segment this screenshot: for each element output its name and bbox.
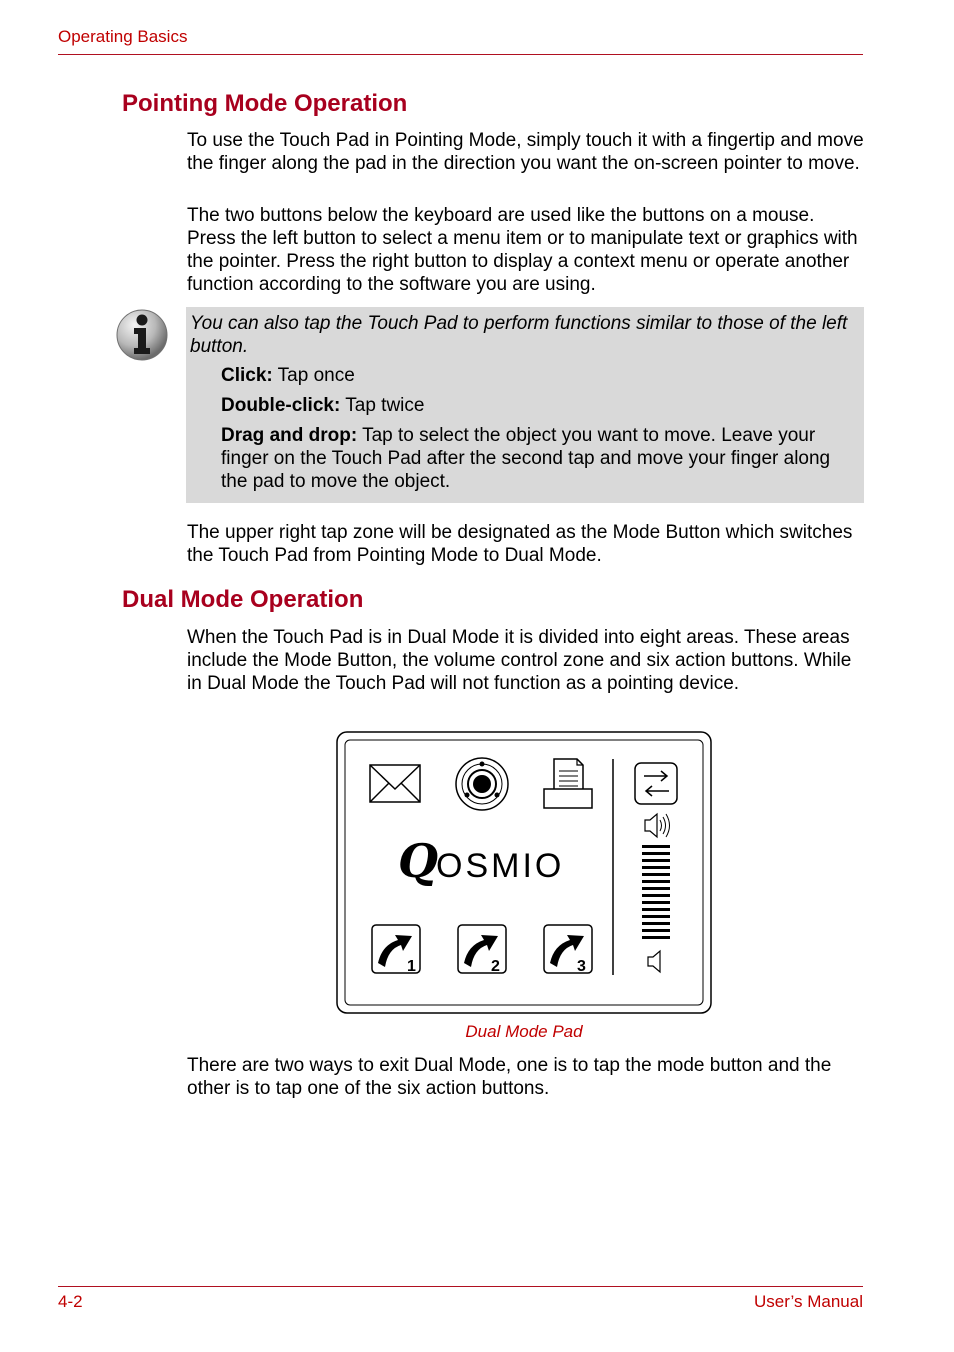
action-button-1 (372, 925, 420, 975)
mail-icon (370, 765, 420, 802)
manual-title: User’s Manual (754, 1292, 863, 1311)
term-label: Click: (221, 365, 273, 386)
note-item-drag-and-drop (221, 424, 861, 493)
note-item-double-click (221, 394, 861, 417)
action-number: 1 (407, 958, 416, 975)
media-disc-icon (456, 758, 508, 810)
action-button-2 (458, 925, 506, 975)
mode-button-paragraph: The upper right tap zone will be designated as the Mode Button which switches the Touch Pad from Pointing Mode to Dual Mode. (187, 522, 853, 566)
term-description: Tap once (272, 365, 355, 386)
action-number: 3 (577, 958, 586, 975)
term-description: Tap to select the object you want to move. Leave your finger on the Touch Pad after the second tap and move your finger along the pad to move the object. (221, 425, 831, 492)
figure-caption: Dual Mode Pad (465, 1022, 583, 1041)
running-header: Operating Basics (58, 27, 188, 46)
mode-button-icon (635, 763, 677, 804)
dual-mode-pad-figure (336, 731, 712, 1015)
action-number: 2 (491, 958, 500, 975)
page-number: 4-2 (58, 1292, 83, 1311)
note-item-click (221, 364, 861, 387)
pointing-paragraph-1: To use the Touch Pad in Pointing Mode, simply touch it with a fingertip and move the finger along the pad in the direction you want the on-screen pointer to move. (187, 130, 864, 174)
info-icon (115, 308, 169, 362)
svg-text:OSMIO: OSMIO (436, 847, 565, 885)
action-button-3 (544, 925, 592, 975)
term-label: Double-click: (221, 395, 341, 416)
svg-text:Q: Q (398, 834, 439, 888)
note-intro: You can also tap the Touch Pad to perform functions similar to those of the left button. (190, 313, 848, 357)
footer-rule (58, 1286, 863, 1287)
exit-paragraph: There are two ways to exit Dual Mode, one is to tap the mode button and the other is to tap one of the six action buttons. (187, 1055, 832, 1099)
pointing-heading: Pointing Mode Operation (122, 90, 408, 117)
pointing-paragraph-2: The two buttons below the keyboard are used like the buttons on a mouse. Press the left button to select a menu item or to manipulate text or graphics with the pointer. Press the right button to display a context menu or operate another function according to the software you are using. (187, 205, 858, 295)
dual-paragraph: When the Touch Pad is in Dual Mode it is divided into eight areas. These areas include the Mode Button, the volume control zone and six action buttons. While in Dual Mode the Touch Pad will not function as a pointing device. (187, 627, 852, 694)
header-rule (58, 54, 863, 55)
term-label: Drag and drop: (221, 425, 358, 446)
term-description: Tap twice (340, 395, 425, 416)
dual-heading: Dual Mode Operation (122, 586, 364, 613)
